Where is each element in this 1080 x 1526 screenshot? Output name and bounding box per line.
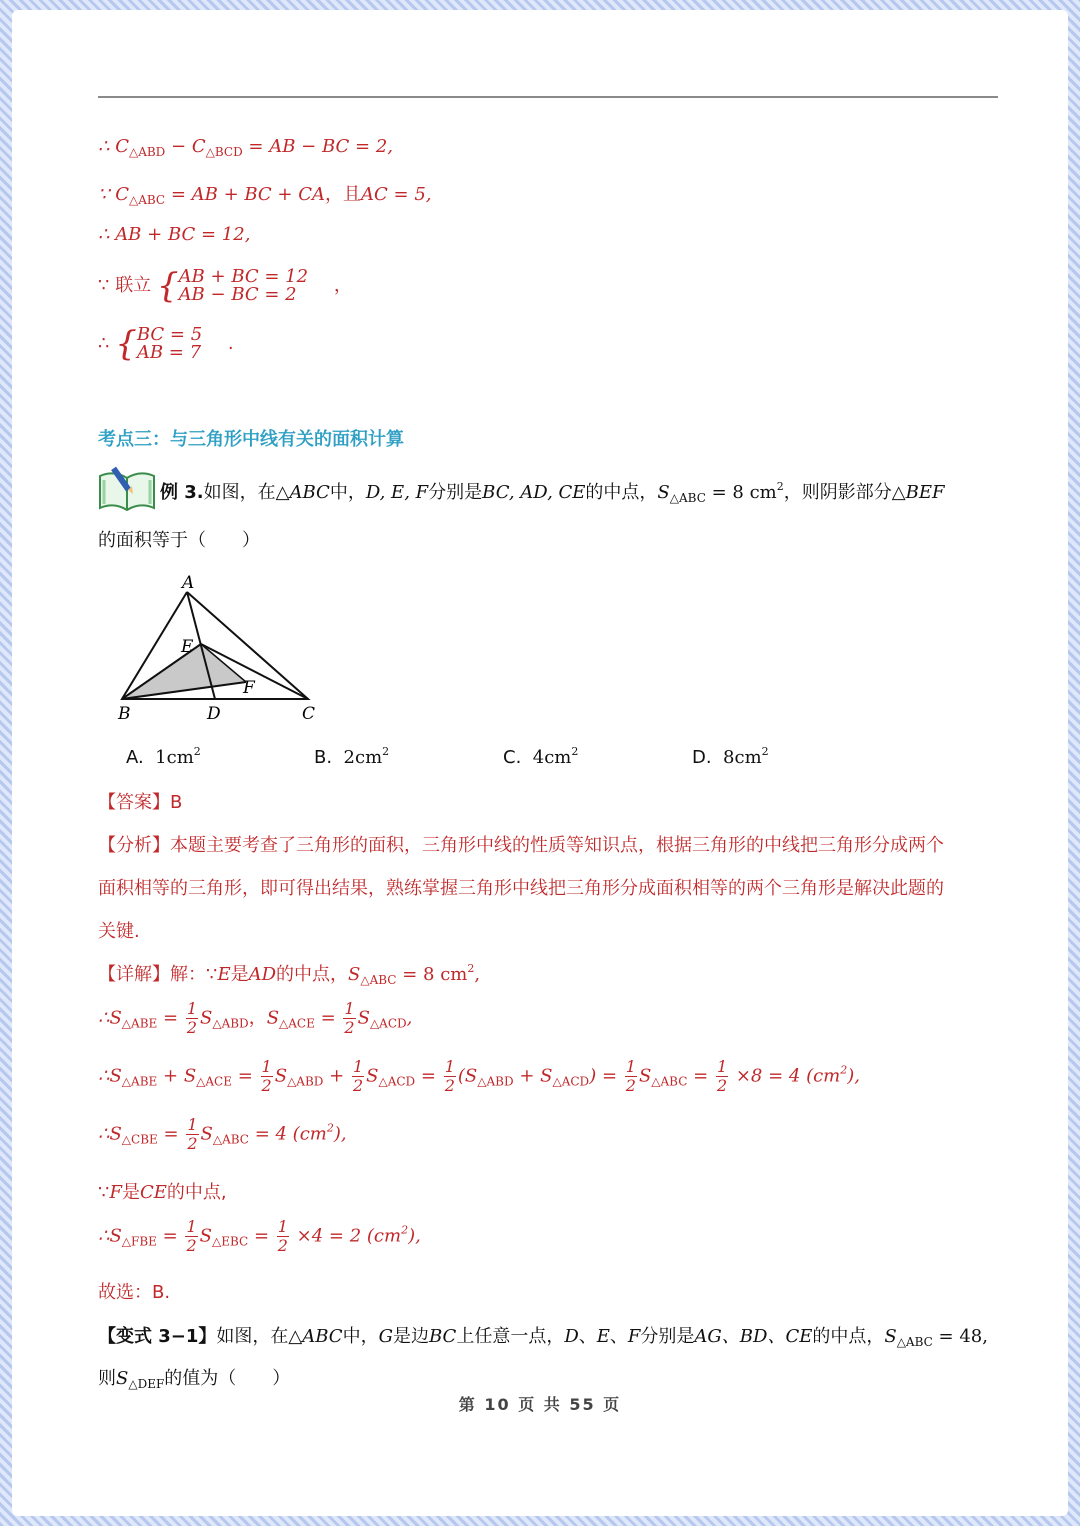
math-sub: △FBE (121, 1234, 157, 1249)
equation-1 (98, 1000, 412, 1037)
math-sub: △ABC (651, 1074, 688, 1089)
frac-num: 1 (625, 1057, 636, 1076)
proof-line-1 (98, 136, 393, 159)
because-symbol: ∵ (98, 1182, 110, 1203)
punct: ), (333, 1123, 347, 1145)
therefore-symbol: ∴ (98, 1065, 110, 1087)
math-sub: △BCD (205, 145, 243, 159)
math-F: F (109, 1182, 122, 1203)
frac-den: 2 (716, 1076, 728, 1095)
equation-system: {AB + BC = 12 AB − BC = 2 (156, 266, 309, 306)
option-key: A. (126, 747, 144, 768)
equation-3 (98, 1116, 347, 1153)
math-sub: △ACE (279, 1016, 315, 1031)
frac-den: 2 (277, 1236, 288, 1255)
detail-head: 【详解】解：∵ (98, 964, 218, 985)
therefore-symbol: ∴ (98, 224, 110, 245)
math-sub: △ACE (196, 1074, 232, 1089)
math-S: S (200, 1123, 213, 1145)
math-op: = (156, 1225, 184, 1247)
fraction (625, 1058, 637, 1095)
math-sub: △ABD (128, 145, 166, 159)
q-text: 分别是 (640, 1326, 695, 1347)
frac-num: 1 (344, 999, 355, 1018)
math-S: S (357, 1007, 370, 1029)
q-text: 中， (329, 482, 366, 503)
cn-text: 的中点, (166, 1182, 227, 1203)
punct: ， (333, 275, 352, 296)
math-sub: △ABC (896, 1335, 933, 1349)
math-val: = 8 cm (705, 482, 777, 503)
label-D: D (207, 704, 221, 724)
frac-num: 1 (186, 1217, 197, 1236)
choose-answer: 故选：B. (98, 1282, 171, 1303)
system-row-2: AB = 7 (136, 342, 202, 363)
option-c[interactable] (503, 745, 578, 768)
math-S: S (109, 1007, 122, 1029)
math-sub: △ABD (477, 1074, 514, 1089)
math-S: S (540, 1065, 553, 1087)
label-B: B (118, 704, 131, 724)
math-D: D (564, 1326, 579, 1347)
cn-text: ，且 (325, 184, 362, 205)
math-S: S (366, 1065, 379, 1087)
proof-line-5 (98, 324, 234, 364)
math-sub: △ACD (552, 1074, 590, 1089)
math-op: = (157, 1123, 185, 1145)
math-sup: 2 (401, 1223, 409, 1237)
frac-den: 2 (625, 1076, 636, 1095)
book-pencil-icon (98, 466, 156, 512)
math-C: C (115, 136, 129, 157)
q-text: ，则阴影部分△ (783, 482, 906, 503)
math-bef: BEF (905, 482, 945, 503)
math-tail: ×8 = 4 (cm (730, 1065, 841, 1087)
q-text: 的值为（ ） (164, 1368, 291, 1389)
because-symbol: ∵ (98, 184, 110, 205)
analysis-line-1: 【分析】本题主要考查了三角形的面积，三角形中线的性质等知识点，根据三角形的中线把三角形分成两个 (98, 835, 944, 856)
system-row-2: AB − BC = 2 (178, 284, 297, 305)
answer-text: 【答案】B (98, 792, 183, 813)
math-sub: △ABC (128, 193, 166, 207)
math-sup: 2 (326, 1121, 334, 1135)
therefore-symbol: ∴ (98, 1225, 110, 1247)
because-symbol: ∵ (98, 275, 110, 296)
q-text: 的中点， (585, 482, 658, 503)
math-sub: △ABD (212, 1016, 249, 1031)
math-segs: BC, AD, CE (482, 482, 586, 503)
frac-den: 2 (352, 1076, 364, 1095)
paren: ( (457, 1065, 465, 1087)
math-S: S (348, 964, 361, 985)
page-number-footer: 第 10 页 共 55 页 (458, 1395, 622, 1414)
label-C: C (302, 704, 316, 724)
fraction (277, 1218, 289, 1255)
frac-num: 1 (277, 1217, 288, 1236)
fraction (186, 1116, 198, 1153)
q-text: 是边 (392, 1326, 429, 1347)
math-op: = (596, 1065, 623, 1087)
paren: ) (589, 1065, 597, 1087)
fraction (444, 1058, 456, 1095)
frac-num: 1 (261, 1057, 272, 1076)
fraction (185, 1218, 197, 1255)
q-text: 、 (609, 1326, 628, 1347)
fraction (343, 1000, 355, 1037)
math-CE: CE (139, 1182, 167, 1203)
math-op: = (248, 1225, 275, 1247)
math-S: S (109, 1065, 122, 1087)
variant-question-line1 (98, 1322, 988, 1349)
cn-text: 是 (230, 964, 249, 985)
math-abc: ABC (302, 1326, 343, 1347)
math-def: D, E, F (365, 482, 429, 503)
frac-den: 2 (187, 1134, 198, 1153)
q-text: 、 (578, 1326, 597, 1347)
math-S: S (657, 482, 670, 503)
therefore-symbol: ∴ (98, 333, 110, 354)
cn-text: 联立 (115, 275, 152, 296)
therefore-symbol: ∴ (98, 1123, 110, 1145)
punct: ), (408, 1225, 421, 1247)
option-value: 1cm (155, 747, 194, 768)
equation-5 (98, 1218, 421, 1255)
math-S: S (200, 1007, 213, 1029)
option-value: 4cm (532, 747, 572, 768)
math-op: − (165, 136, 192, 157)
equation-4 (98, 1178, 227, 1204)
math-S: S (109, 1225, 122, 1247)
math-sup: 2 (467, 962, 475, 975)
fraction (261, 1058, 273, 1095)
math-BC: BC (428, 1326, 457, 1347)
math-op: = (687, 1065, 714, 1087)
option-sup: 2 (761, 745, 769, 758)
punct: , (474, 964, 481, 985)
frac-num: 1 (444, 1057, 455, 1076)
proof-line-3 (98, 224, 250, 245)
option-d[interactable] (692, 745, 769, 768)
fraction (716, 1058, 728, 1095)
frac-den: 2 (444, 1076, 455, 1095)
equation-system: {BC = 5 AB = 7 (115, 324, 203, 364)
math-S: S (266, 1007, 280, 1029)
proof-line-4 (98, 266, 352, 306)
math-S: S (199, 1225, 212, 1247)
math-S: S (274, 1065, 288, 1087)
q-text: 中， (342, 1326, 379, 1347)
math-S: S (183, 1065, 197, 1087)
math-sub: △ABC (360, 973, 397, 987)
math-op: = (232, 1065, 259, 1087)
equation-2 (98, 1058, 860, 1095)
cn-text: 的中点， (276, 964, 349, 985)
math-op: + (513, 1065, 541, 1087)
math-tail: ×4 = 2 (cm (290, 1225, 402, 1247)
q-text: 分别是 (428, 482, 483, 503)
math-sup: 2 (840, 1063, 848, 1077)
math-G: G (378, 1326, 393, 1347)
option-sup: 2 (571, 745, 579, 758)
frac-den: 2 (186, 1018, 197, 1037)
therefore-symbol: ∴ (98, 136, 110, 157)
math-E: E (217, 964, 231, 985)
math-op: + (157, 1065, 184, 1087)
math-sub: △ABE (121, 1074, 158, 1089)
triangle-figure (112, 572, 322, 732)
analysis-line-3: 关键. (98, 921, 140, 942)
punct: , (406, 1007, 413, 1029)
frac-den: 2 (261, 1076, 272, 1095)
math-S: S (109, 1123, 122, 1145)
math-sub: △CBE (121, 1132, 158, 1147)
option-value: 8cm (723, 747, 762, 768)
math-sub: △ABD (287, 1074, 324, 1089)
section-heading: 考点三：与三角形中线有关的面积计算 (98, 429, 404, 450)
option-key: D. (692, 747, 712, 768)
punct: ， (248, 1007, 267, 1029)
math-sub: △ACD (369, 1016, 407, 1031)
math-sub: △DEF (128, 1377, 165, 1391)
math-sub: △ABC (669, 491, 706, 505)
q-text: 如图，在△ (216, 1326, 303, 1347)
option-key: C. (503, 747, 522, 768)
math-sub: △ABE (121, 1016, 158, 1031)
math-op: + (323, 1065, 350, 1087)
math-S: S (884, 1326, 897, 1347)
option-b[interactable] (314, 745, 389, 768)
math-abc: ABC (289, 482, 330, 503)
q-text: 上任意一点， (456, 1326, 565, 1347)
document-page (12, 10, 1068, 1516)
cn-text: 是 (121, 1182, 140, 1203)
math-F: F (627, 1326, 641, 1347)
math-val: = 48, (932, 1326, 988, 1347)
math-tail: = 4 (cm (248, 1123, 327, 1145)
option-sup: 2 (382, 745, 390, 758)
frac-num: 1 (186, 999, 197, 1018)
detail-line (98, 960, 480, 987)
math-sub: △ACD (378, 1074, 416, 1089)
math-sub: △EBC (212, 1234, 249, 1249)
math-S: S (116, 1368, 129, 1389)
label-F: F (243, 678, 255, 698)
q-text: 如图，在△ (203, 482, 290, 503)
frac-num: 1 (187, 1115, 198, 1134)
example-question-line1 (160, 478, 944, 505)
proof-line-2 (98, 180, 432, 207)
math-sub: △ABC (212, 1132, 249, 1147)
math-op: = (314, 1007, 342, 1029)
frac-num: 1 (352, 1057, 364, 1076)
math-rest: = AB − BC = 2, (242, 136, 394, 157)
math-op: = (157, 1007, 184, 1029)
frac-num: 1 (716, 1057, 728, 1076)
variant-label: 【变式 3−1】 (98, 1326, 217, 1347)
analysis-line-2: 面积相等的三角形，即可得出结果，熟练掌握三角形中线把三角形分成面积相等的两个三角形是解决此题的 (98, 878, 944, 899)
label-A: A (182, 573, 195, 593)
math-rest: = AB + BC + CA (165, 184, 326, 205)
math-C: C (191, 136, 206, 157)
math-rest: AC = 5, (361, 184, 432, 205)
frac-den: 2 (186, 1236, 197, 1255)
system-row-1: BC = 5 (136, 324, 203, 345)
math-S: S (638, 1065, 652, 1087)
math-E: E (596, 1326, 610, 1347)
variant-question-line2 (98, 1364, 290, 1391)
math-segs: AG、BD、CE (694, 1326, 813, 1347)
fraction (186, 1000, 198, 1037)
q-text: 的中点， (812, 1326, 885, 1347)
math-op: = (415, 1065, 442, 1087)
q-text: 则 (98, 1368, 116, 1389)
math-sup: 2 (776, 480, 784, 493)
option-sup: 2 (193, 745, 201, 758)
math-S: S (464, 1065, 478, 1087)
frac-den: 2 (344, 1018, 355, 1037)
fraction (352, 1058, 364, 1095)
therefore-symbol: ∴ (98, 1007, 110, 1029)
label-E: E (181, 637, 194, 657)
math-C: C (115, 184, 129, 205)
punct: . (227, 333, 234, 354)
math-AD: AD (248, 964, 277, 985)
math-val: = 8 cm (396, 964, 468, 985)
math-rest: AB + BC = 12, (115, 224, 251, 245)
punct: ), (847, 1065, 861, 1087)
system-row-1: AB + BC = 12 (178, 266, 309, 287)
option-key: B. (314, 747, 333, 768)
option-value: 2cm (343, 747, 383, 768)
example-question-line2: 的面积等于（ ） (98, 530, 260, 551)
header-rule (98, 96, 998, 98)
option-a[interactable] (126, 745, 201, 768)
example-label: 例 3. (160, 482, 204, 503)
